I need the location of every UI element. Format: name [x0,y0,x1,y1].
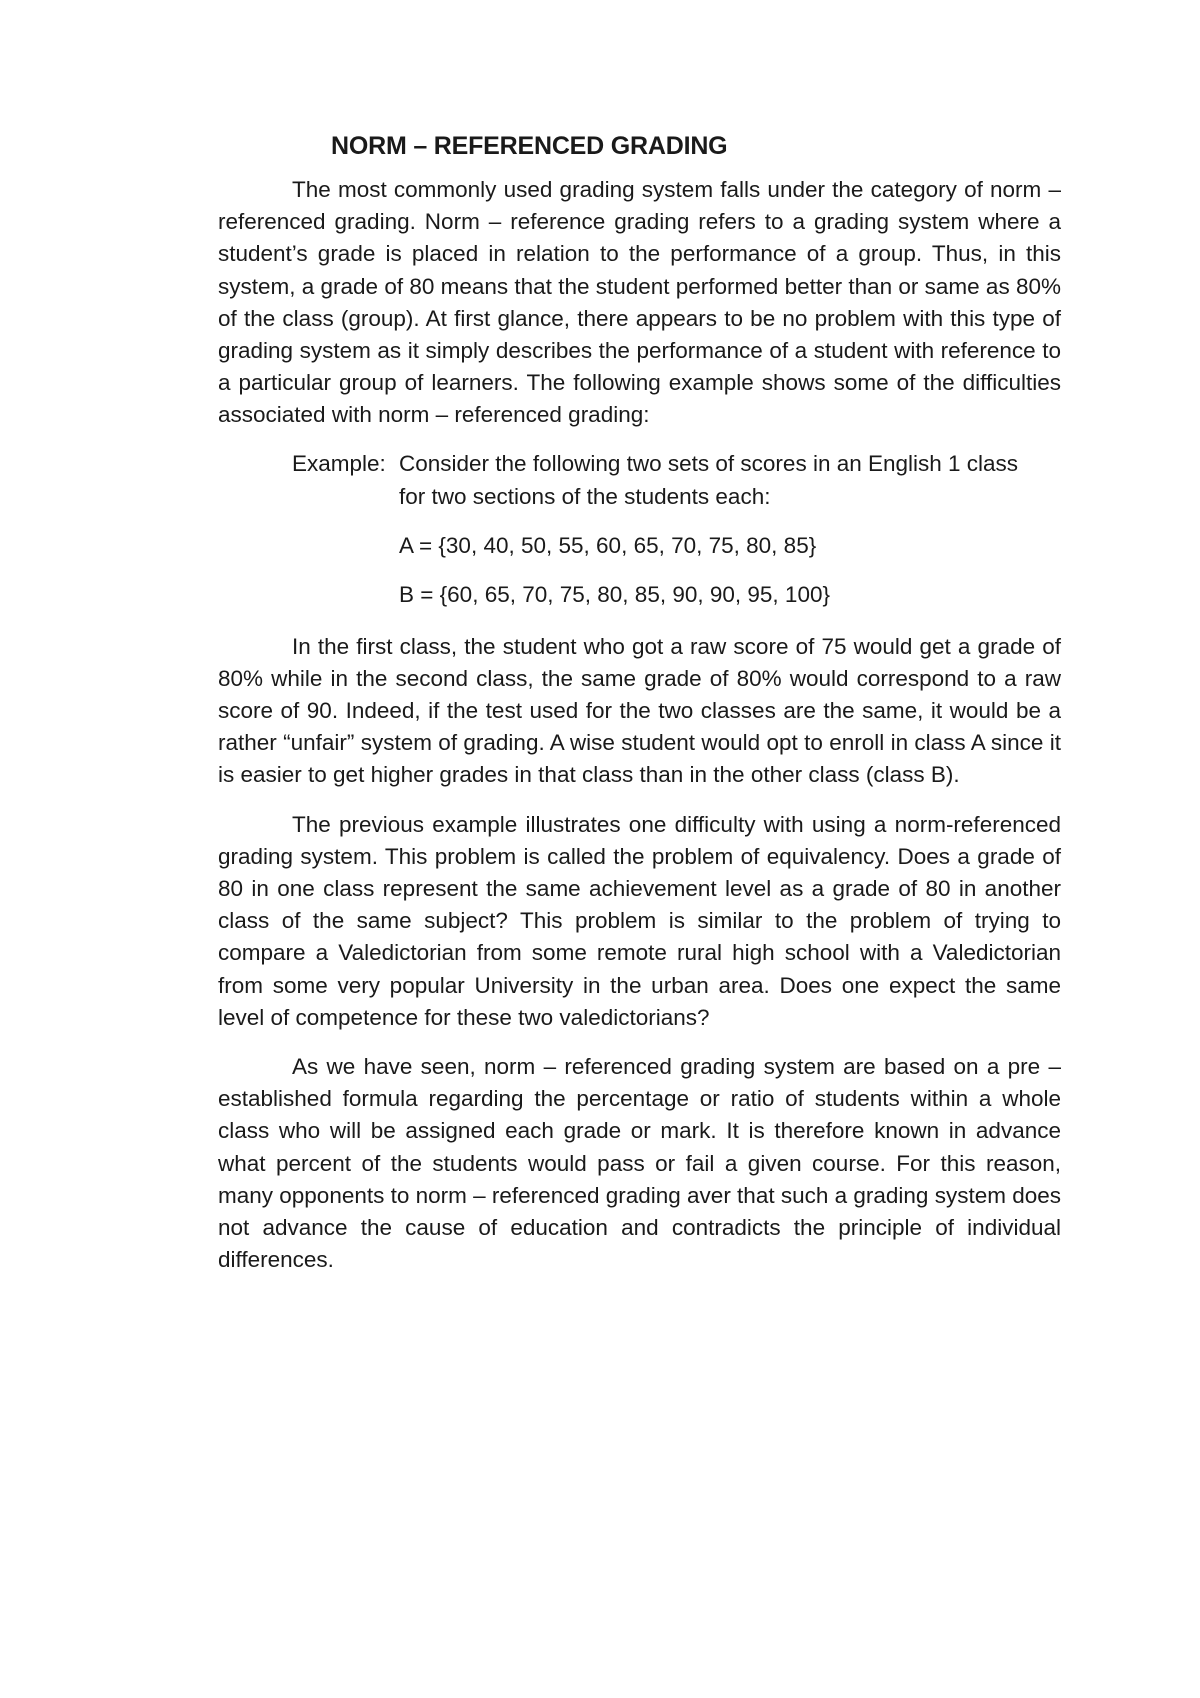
page-title: NORM – REFERENCED GRADING [331,132,728,160]
example-label: Example: [292,450,386,476]
paragraph-conclusion: As we have seen, norm – referenced grading system are based on a pre – established formula regarding the percentage or ratio of students within a whole class who will be assigned each grade or mark. It is therefore known in advance what percent of the students would pass or fail a given course. For this reason, many opponents to norm – referenced grading aver that such a grading system does not advance the cause of education and contradicts the principle of individual differences. [218,1054,1061,1273]
paragraph-intro: The most commonly used grading system falls under the category of norm – referenced grading. Norm – reference grading refers to a grading system where a student’s grade is placed in relation to the performance of a group. Thus, in this system, a grade of 80 means that the student performed better than or same as 80% of the class (group). At first glance, there appears to be no problem with this type of grading system as it simply describes the performance of a student with reference to a particular group of learners. The following example shows some of the difficulties associated with norm – referenced grading: [218,177,1061,428]
example-block [292,447,1061,611]
example-text-line-1: Consider the following two sets of scores in an English 1 class [399,450,1019,476]
score-set-b: B = {60, 65, 70, 75, 80, 85, 90, 90, 95, 100} [399,581,830,607]
score-set-a: A = {30, 40, 50, 55, 60, 65, 70, 75, 80, 85} [399,532,817,558]
document-body [218,174,1061,1276]
example-text-line-2: for two sections of the students each: [399,483,771,509]
paragraph-first-class: In the first class, the student who got a raw score of 75 would get a grade of 80% while in the second class, the same grade of 80% would correspond to a raw score of 90. Indeed, if the test used for the two classes are the same, it would be a rather “unfair” system of grading. A wise student would opt to enroll in class A since it is easier to get higher grades in that class than in the other class (class B). [218,633,1061,788]
example-first-line [292,447,1061,480]
paragraph-equivalency: The previous example illustrates one difficulty with using a norm-referenced grading system. This problem is called the problem of equivalency. Does a grade of 80 in one class represent the same achievement level as a grade of 80 in another class of the same subject? This problem is similar to the problem of trying to compare a Valedictorian from some remote rural high school with a Valedictorian from some very popular University in the urban area. Does one expect the same level of competence for these two valedictorians? [218,811,1061,1030]
